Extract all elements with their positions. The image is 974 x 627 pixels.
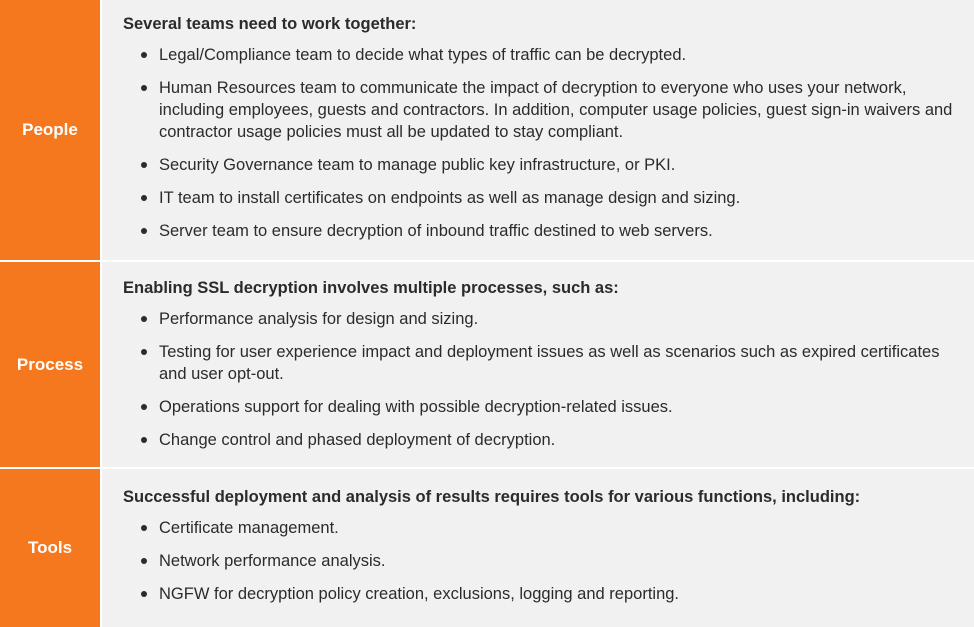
list-item: Change control and phased deployment of decryption. bbox=[139, 429, 954, 451]
list-item: Performance analysis for design and sizing. bbox=[139, 308, 954, 330]
list-item: NGFW for decryption policy creation, exclusions, logging and reporting. bbox=[139, 583, 954, 605]
list-item: Security Governance team to manage public key infrastructure, or PKI. bbox=[139, 154, 954, 176]
bullet-list-people bbox=[123, 44, 954, 242]
list-item: Human Resources team to communicate the impact of decryption to everyone who uses your network, including employees, guests and contractors. In addition, computer usage policies, guest sign-in waivers and contractor usage policies must all be updated to stay compliant. bbox=[139, 77, 954, 143]
list-item: Server team to ensure decryption of inbound traffic destined to web servers. bbox=[139, 220, 954, 242]
table-row-people bbox=[0, 0, 974, 260]
list-item: Testing for user experience impact and deployment issues as well as scenarios such as expired certificates and user opt-out. bbox=[139, 341, 954, 385]
list-item: Certificate management. bbox=[139, 517, 954, 539]
row-content-tools bbox=[102, 469, 974, 627]
table-row-process bbox=[0, 260, 974, 467]
list-item: Operations support for dealing with possible decryption-related issues. bbox=[139, 396, 954, 418]
row-label-tools: Tools bbox=[0, 469, 102, 627]
bullet-list-tools bbox=[123, 517, 954, 605]
row-label-people: People bbox=[0, 0, 102, 260]
list-item: Legal/Compliance team to decide what types of traffic can be decrypted. bbox=[139, 44, 954, 66]
table-row-tools bbox=[0, 467, 974, 627]
row-heading-people: Several teams need to work together: bbox=[123, 15, 417, 33]
row-content-people bbox=[102, 0, 974, 260]
list-item: Network performance analysis. bbox=[139, 550, 954, 572]
row-content-process bbox=[102, 262, 974, 467]
list-item: IT team to install certificates on endpoints as well as manage design and sizing. bbox=[139, 187, 954, 209]
row-heading-process: Enabling SSL decryption involves multiple processes, such as: bbox=[123, 279, 619, 297]
row-label-process: Process bbox=[0, 262, 102, 467]
row-heading-tools: Successful deployment and analysis of results requires tools for various functions, including: bbox=[123, 488, 861, 506]
bullet-list-process bbox=[123, 308, 954, 451]
